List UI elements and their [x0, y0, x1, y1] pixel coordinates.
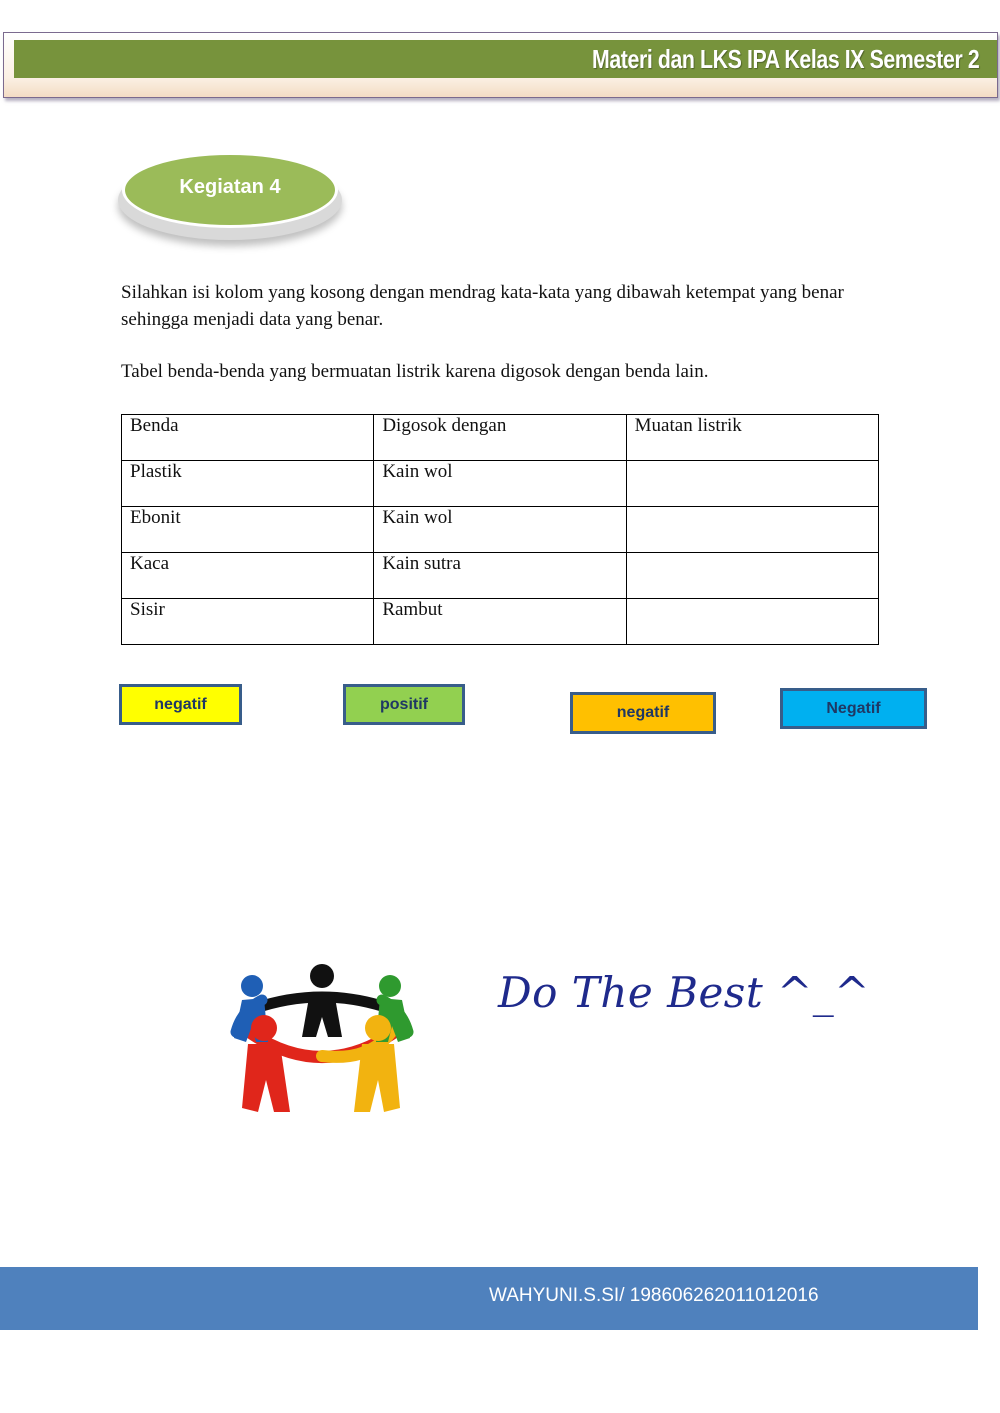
cell-digosok: Kain wol: [374, 461, 626, 507]
table-header-row: [122, 415, 879, 461]
page-title: Materi dan LKS IPA Kelas IX Semester 2: [591, 43, 979, 74]
header-cell: Benda: [122, 415, 374, 461]
table-row: [122, 553, 879, 599]
drop-zone[interactable]: [626, 507, 878, 553]
activity-badge: [122, 152, 338, 228]
table-row: [122, 461, 879, 507]
motto-text: Do The Best ^_^: [498, 968, 870, 1017]
drop-zone[interactable]: [626, 553, 878, 599]
cell-digosok: Rambut: [374, 599, 626, 645]
cell-benda: Sisir: [122, 599, 374, 645]
drag-tile-negatif-yellow[interactable]: negatif: [119, 684, 242, 725]
cell-benda: Plastik: [122, 461, 374, 507]
drag-tile-positif-green[interactable]: positif: [343, 684, 465, 725]
instruction-line-1: Silahkan isi kolom yang kosong dengan mendrag kata-kata yang dibawah ketempat yang benar: [121, 282, 844, 303]
instructions-text: [121, 279, 891, 333]
drop-zone[interactable]: [626, 599, 878, 645]
drag-tile-negatif-blue[interactable]: Negatif: [780, 688, 927, 729]
drag-tile-negatif-orange[interactable]: negatif: [570, 692, 716, 734]
cell-benda: Ebonit: [122, 507, 374, 553]
footer-bar: [0, 1267, 978, 1330]
cell-digosok: Kain sutra: [374, 553, 626, 599]
table-row: [122, 599, 879, 645]
header-cell: Muatan listrik: [626, 415, 878, 461]
cell-digosok: Kain wol: [374, 507, 626, 553]
header-bar: [14, 40, 997, 78]
data-table: [121, 414, 879, 645]
header-cell: Digosok dengan: [374, 415, 626, 461]
cell-benda: Kaca: [122, 553, 374, 599]
people-circle-icon: [222, 962, 422, 1117]
instruction-line-2: sehingga menjadi data yang benar.: [121, 309, 384, 330]
drop-zone[interactable]: [626, 461, 878, 507]
table-caption: Tabel benda-benda yang bermuatan listrik karena digosok dengan benda lain.: [121, 361, 709, 382]
footer-author: WAHYUNI.S.SI/ 198606262011012016: [489, 1285, 819, 1306]
activity-label: Kegiatan 4: [179, 175, 281, 198]
table-row: [122, 507, 879, 553]
